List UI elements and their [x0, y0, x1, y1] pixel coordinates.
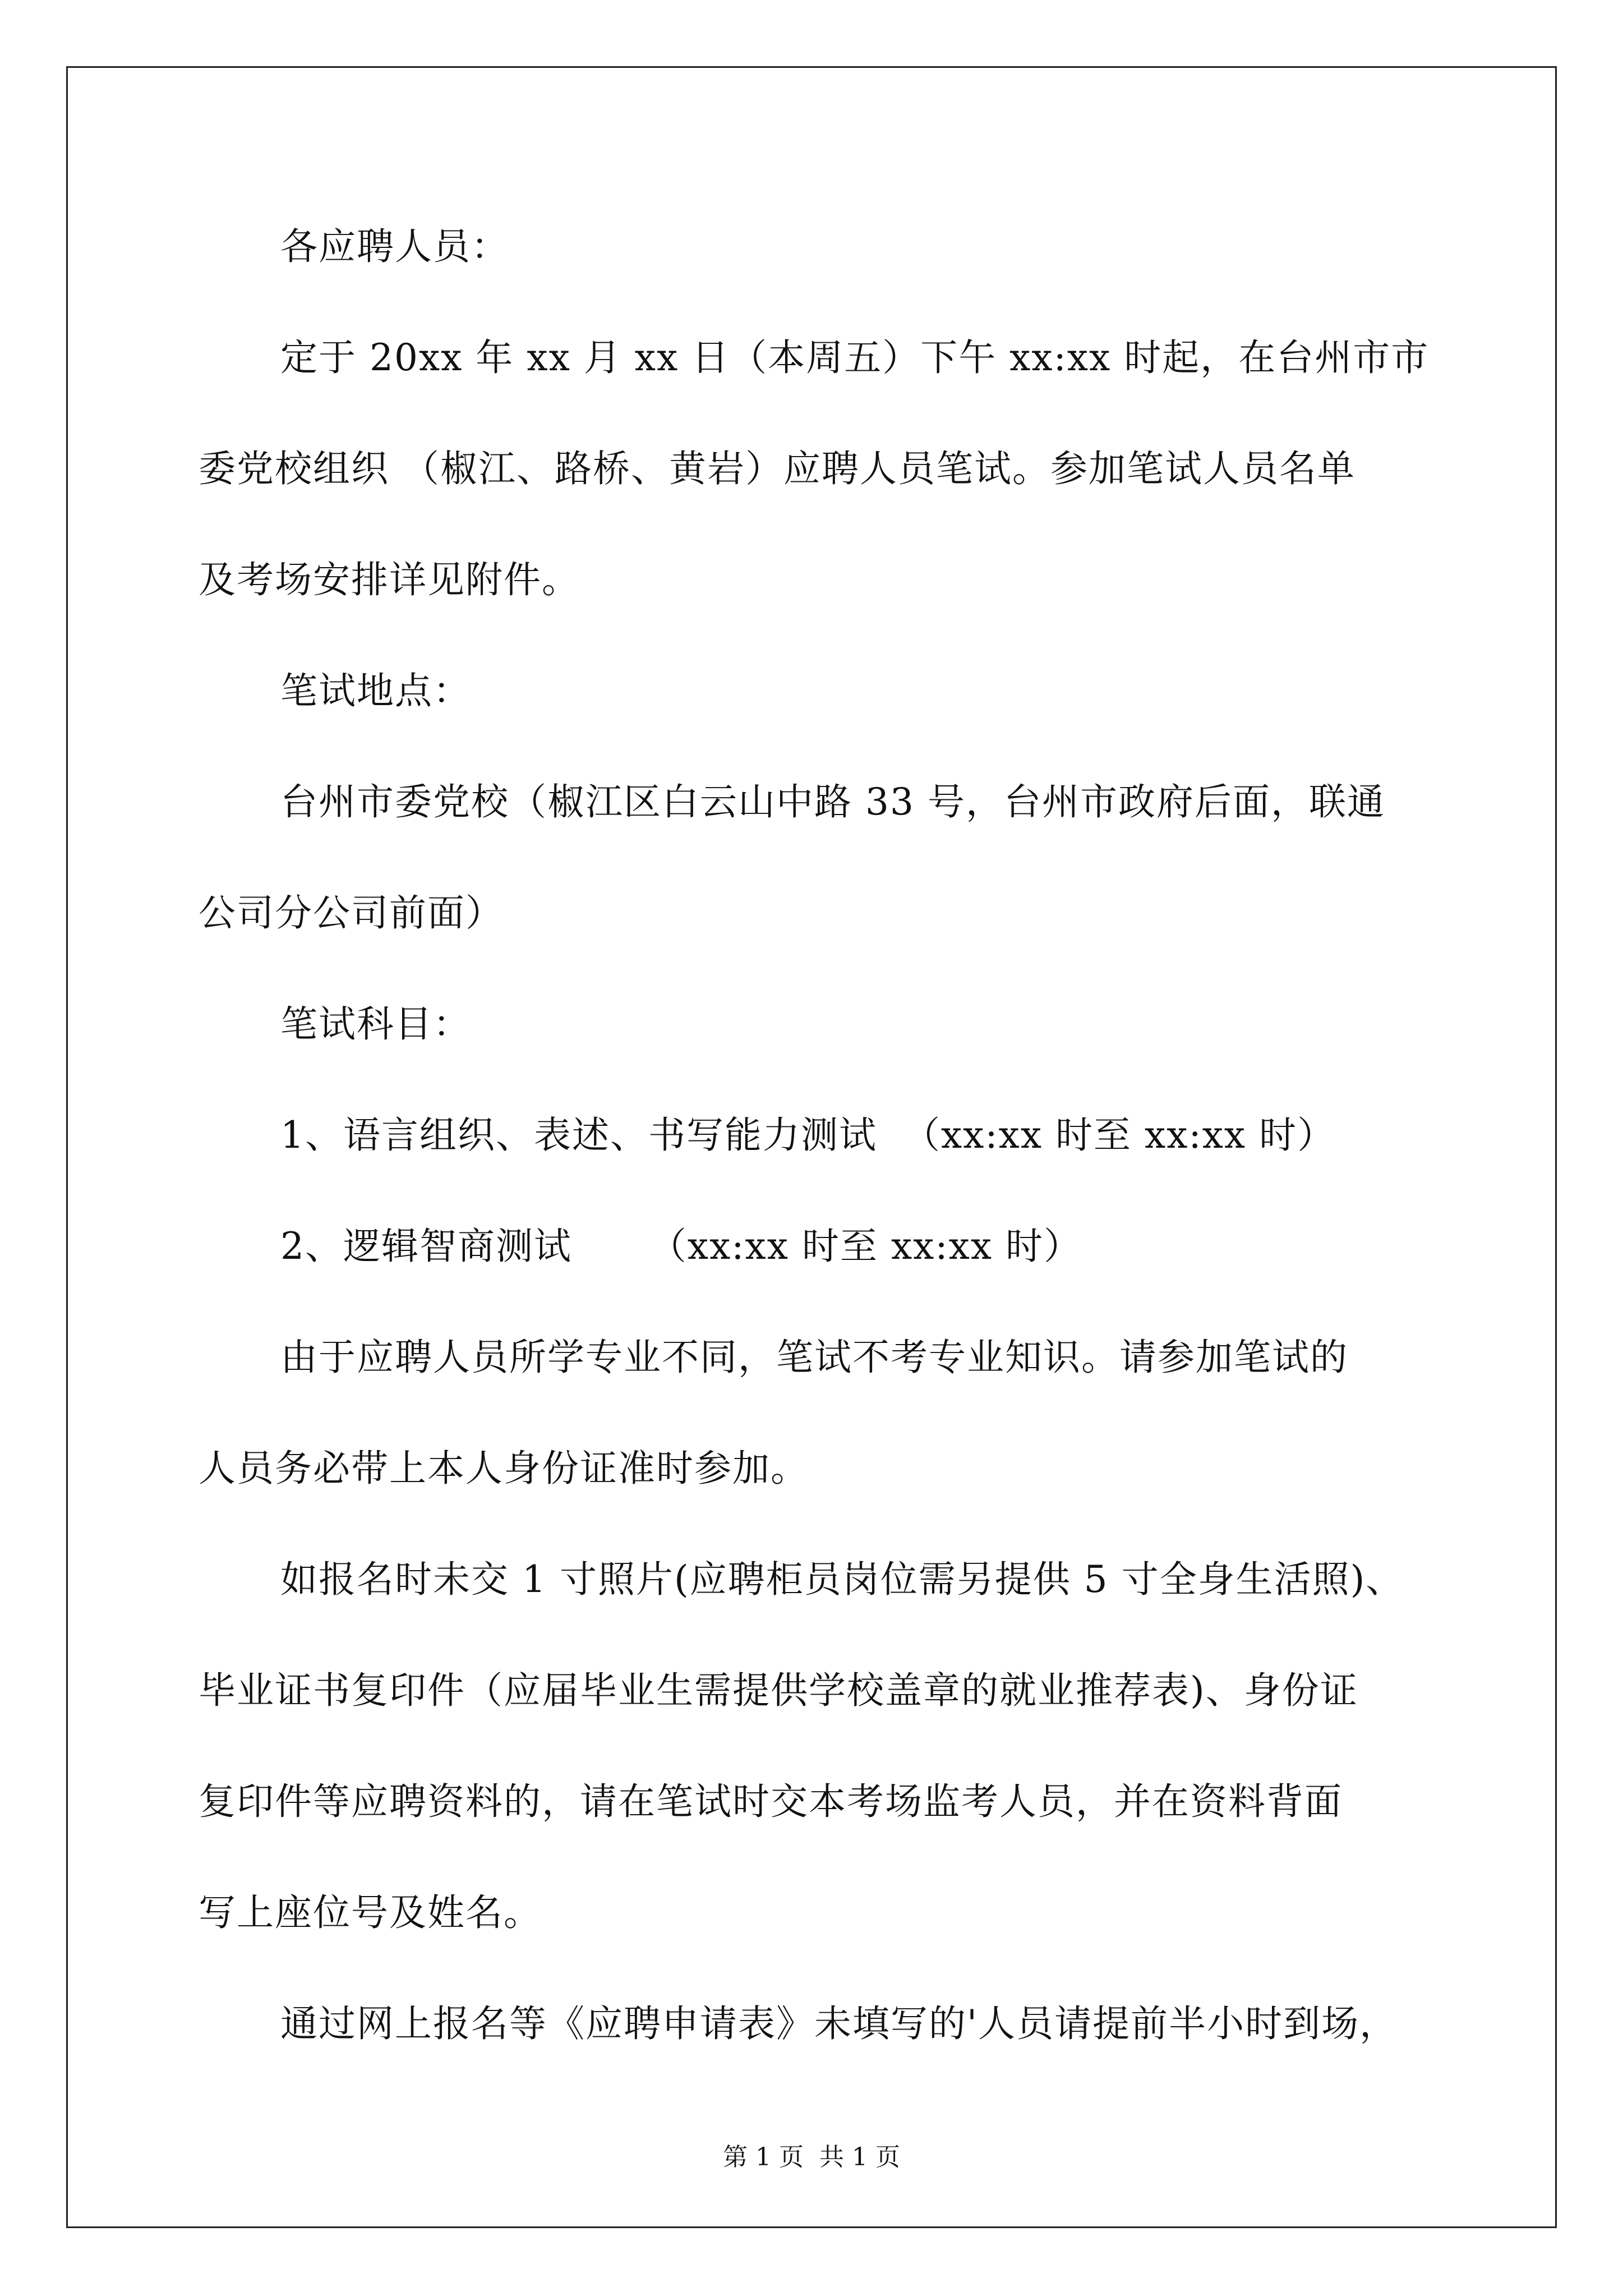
online-registration-line: 通过网上报名等《应聘申请表》未填写的'人员请提前半小时到场，	[280, 2002, 1398, 2045]
notice-line: 及考场安排详见附件。	[199, 558, 580, 601]
materials-line: 毕业证书复印件（应届毕业生需提供学校盖章的就业推荐表)、身份证	[199, 1669, 1358, 1712]
location-line: 台州市委党校（椒江区白云山中路 33 号，台州市政府后面，联通	[280, 780, 1385, 823]
subject-item-2: 2、逻辑智商测试 （xx:xx 时至 xx:xx 时）	[280, 1225, 1082, 1268]
requirement-line: 人员务必带上本人身份证准时参加。	[199, 1447, 809, 1490]
notice-line: 定于 20xx 年 xx 月 xx 日（本周五）下午 xx:xx 时起，在台州市市	[280, 336, 1430, 379]
materials-line: 复印件等应聘资料的，请在笔试时交本考场监考人员，并在资料背面	[199, 1780, 1343, 1823]
salutation: 各应聘人员：	[280, 225, 509, 268]
materials-line: 写上座位号及姓名。	[199, 1891, 542, 1934]
location-line: 公司分公司前面）	[199, 891, 504, 935]
notice-line: 委党校组织 （椒江、路桥、黄岩）应聘人员笔试。参加笔试人员名单	[199, 447, 1355, 490]
section-heading-location: 笔试地点：	[280, 669, 471, 712]
subject-item-1: 1、语言组织、表述、书写能力测试 （xx:xx 时至 xx:xx 时）	[280, 1114, 1336, 1157]
materials-line: 如报名时未交 1 寸照片(应聘柜员岗位需另提供 5 寸全身生活照)、	[280, 1558, 1404, 1601]
section-heading-subjects: 笔试科目：	[280, 1002, 471, 1046]
page-number-footer: 第 1 页 共 1 页	[723, 2143, 900, 2171]
requirement-line: 由于应聘人员所学专业不同，笔试不考专业知识。请参加笔试的	[280, 1336, 1348, 1379]
